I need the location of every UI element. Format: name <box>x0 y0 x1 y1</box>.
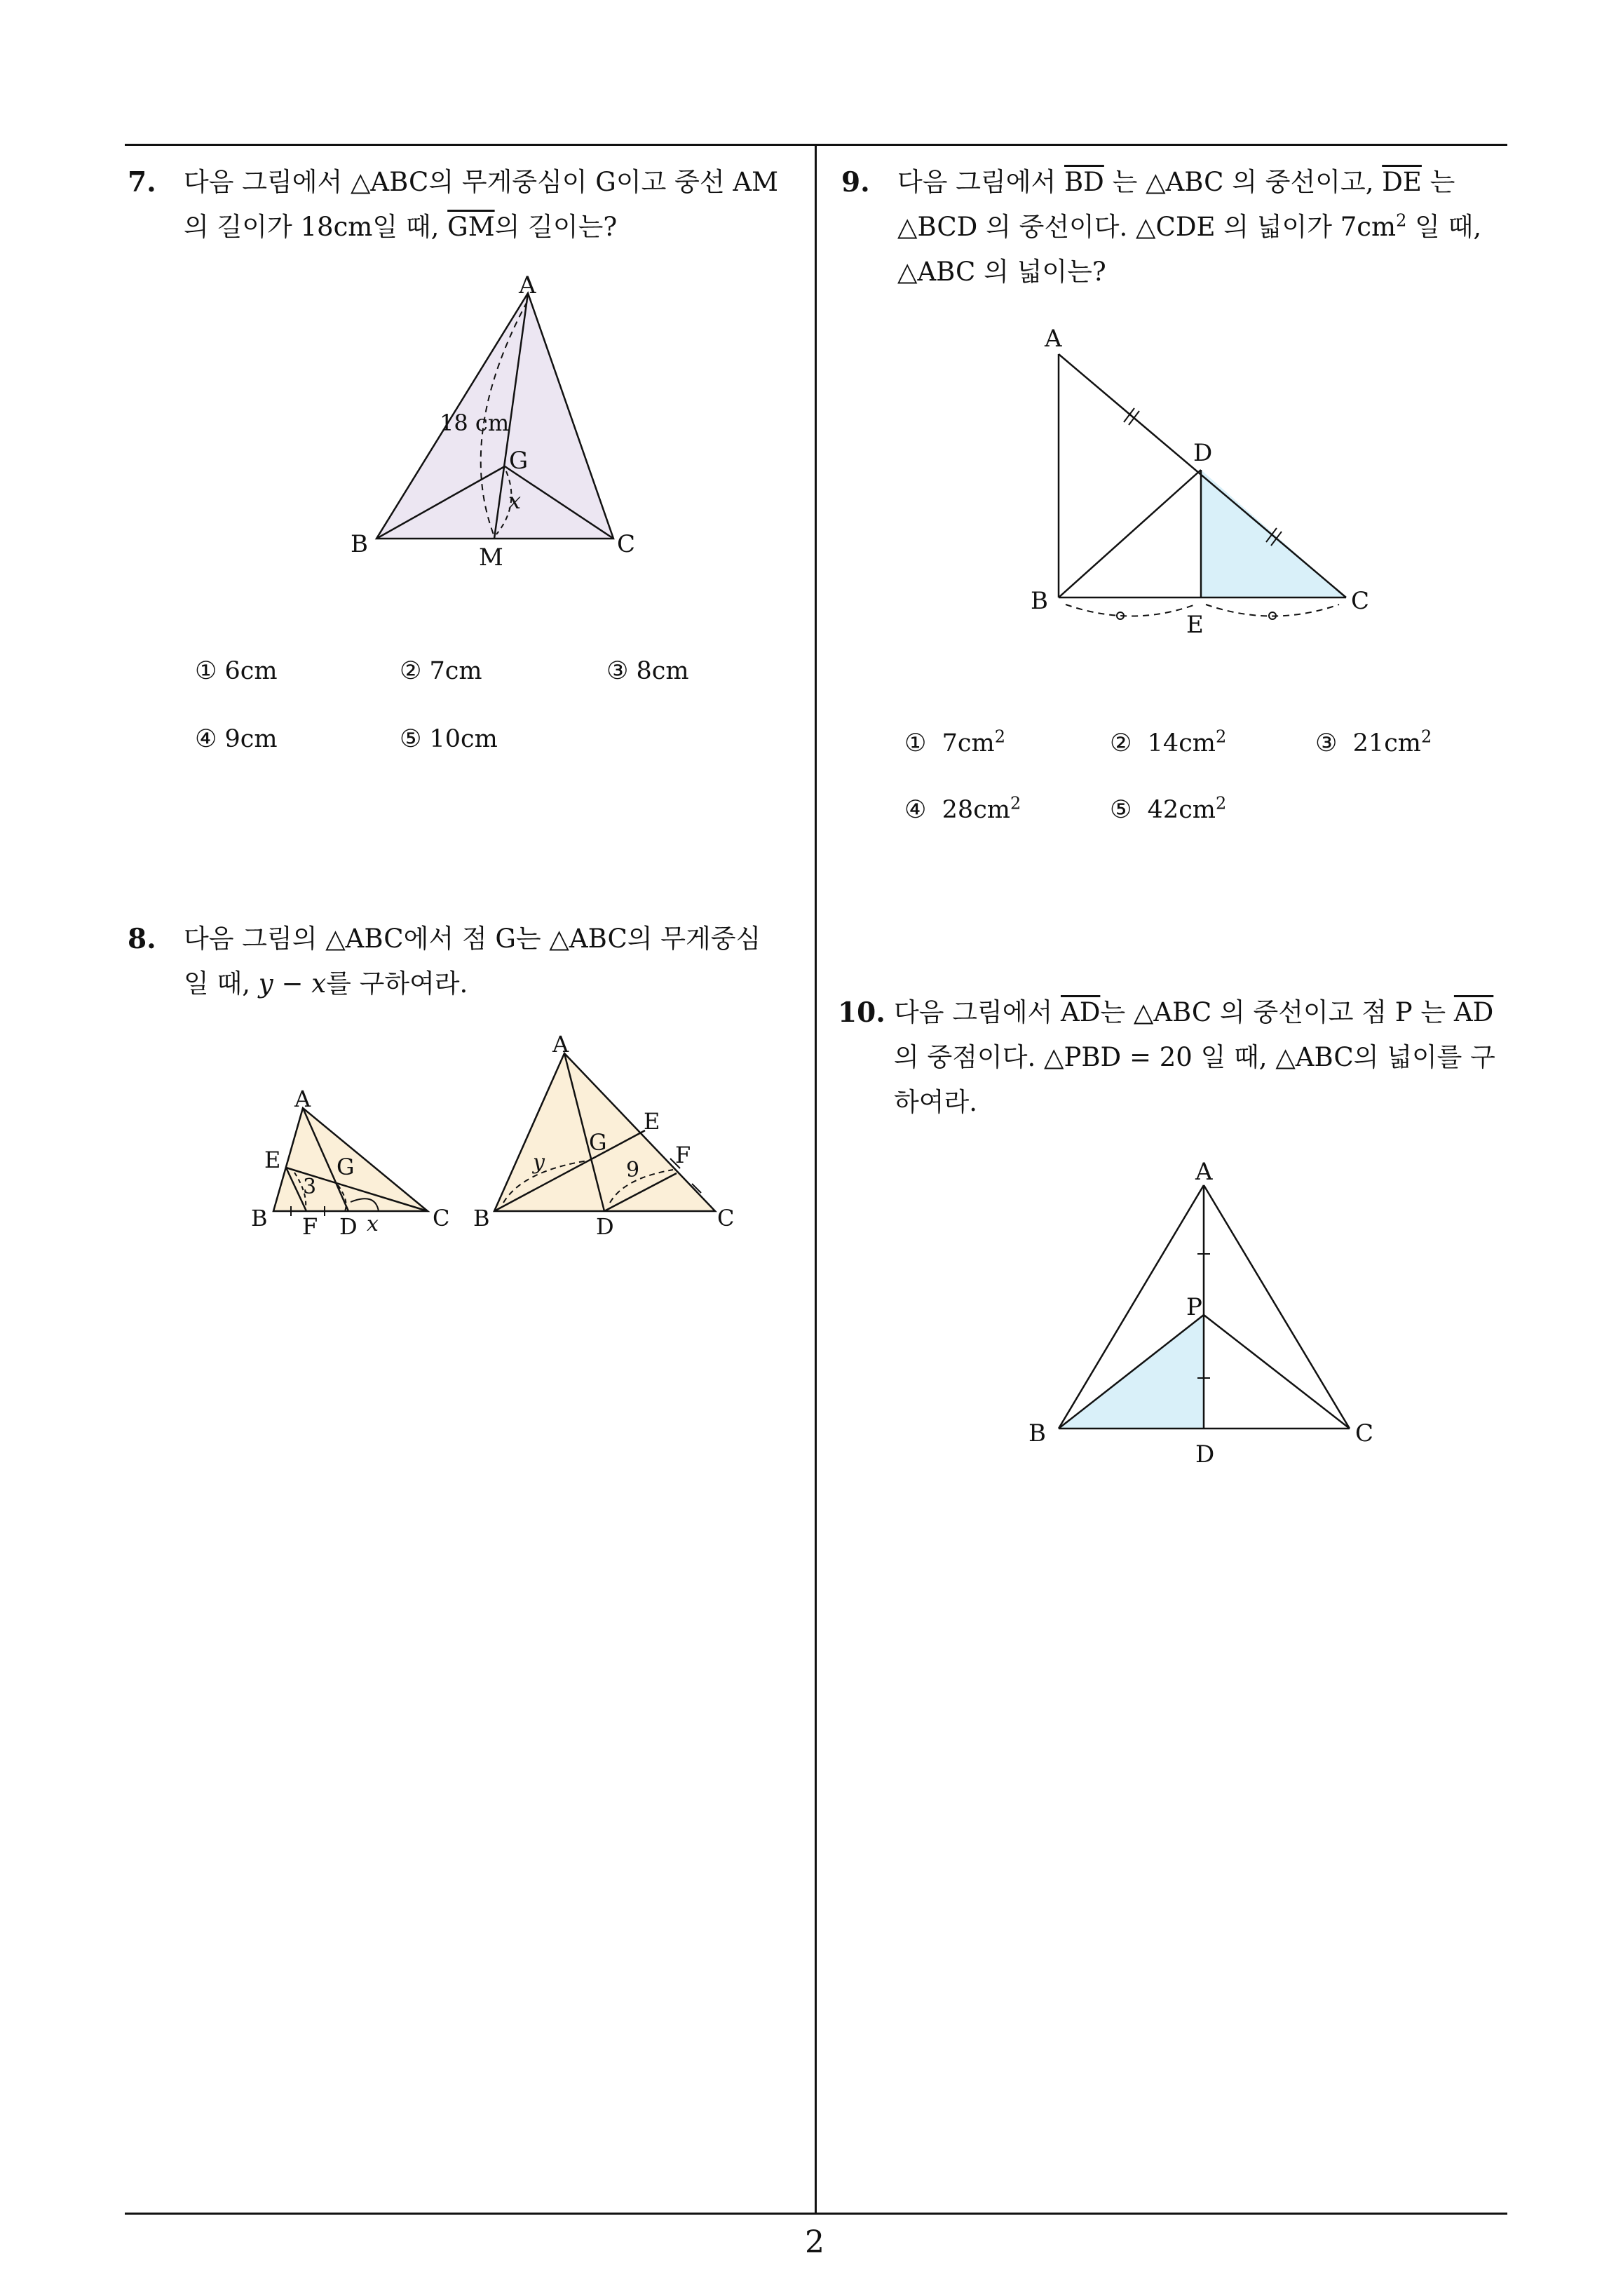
bottom-rule <box>125 2213 1507 2215</box>
question-text: 다음 그림에서 $\overline{BD}$ 는 △ABC 의 중선이고, $\overline{DE}$ 는 △BCD 의 중선이다. △CDE 의 넓이가 $7cm^2$ 일 때, △ABC 의 넓이는? <box>897 167 1482 287</box>
choice-5[interactable]: ⑤ 10cm <box>400 725 498 753</box>
q9-figure <box>1024 316 1402 645</box>
svg-text:D: D <box>339 1213 358 1240</box>
q10-figure <box>1017 1136 1395 1473</box>
svg-text:E: E <box>264 1147 281 1173</box>
q8-figure-right <box>463 1024 750 1241</box>
svg-text:x: x <box>367 1212 379 1236</box>
choice-4[interactable]: ④ $28cm^2$ <box>904 793 1021 824</box>
question-9 <box>841 160 1514 300</box>
choice-2[interactable]: ② $14cm^2$ <box>1110 727 1227 757</box>
svg-text:D: D <box>1193 439 1213 467</box>
svg-text:D: D <box>1195 1440 1215 1468</box>
svg-text:E: E <box>1186 611 1204 639</box>
question-text: 다음 그림의 △ABC에서 점 G는 △ABC의 무게중심 일 때, y − x를 구하여라. <box>184 924 761 999</box>
label-M: M <box>479 543 503 572</box>
svg-text:9: 9 <box>626 1158 640 1182</box>
question-8 <box>128 917 801 1008</box>
label-B: B <box>351 530 368 558</box>
svg-text:B: B <box>473 1205 490 1231</box>
column-divider <box>815 144 817 2214</box>
choice-1[interactable]: ① 6cm <box>195 657 278 685</box>
svg-text:C: C <box>1351 587 1370 615</box>
question-number: 10. <box>838 997 885 1029</box>
question-text: 다음 그림에서 △ABC의 무게중심이 G이고 중선 AM 의 길이가 18cm일 때, $\overline{GM}$의 길이는? <box>184 167 778 242</box>
svg-text:B: B <box>1028 1419 1046 1447</box>
question-10 <box>838 990 1514 1130</box>
svg-text:P: P <box>1186 1293 1202 1321</box>
svg-text:B: B <box>1031 587 1048 615</box>
svg-text:C: C <box>433 1205 450 1231</box>
svg-text:A: A <box>552 1031 569 1058</box>
choice-3[interactable]: ③ $21cm^2$ <box>1315 727 1432 757</box>
q8-figure-left <box>245 1073 463 1241</box>
choice-2[interactable]: ② 7cm <box>400 657 482 685</box>
choice-5[interactable]: ⑤ $42cm^2$ <box>1110 793 1227 824</box>
svg-text:C: C <box>1355 1419 1374 1447</box>
question-number: 9. <box>841 166 870 198</box>
svg-text:C: C <box>717 1205 735 1231</box>
svg-text:F: F <box>675 1142 691 1168</box>
label-A: A <box>519 271 536 299</box>
svg-text:D: D <box>596 1213 614 1240</box>
svg-text:E: E <box>644 1108 660 1135</box>
svg-text:B: B <box>251 1205 268 1231</box>
question-number: 8. <box>128 923 156 955</box>
choice-4[interactable]: ④ 9cm <box>195 725 278 753</box>
svg-text:3: 3 <box>303 1175 317 1199</box>
svg-text:G: G <box>337 1154 355 1180</box>
choice-1[interactable]: ① $7cm^2$ <box>904 727 1005 757</box>
svg-text:A: A <box>294 1086 311 1112</box>
svg-text:G: G <box>589 1129 607 1156</box>
question-number: 7. <box>128 166 156 198</box>
label-G: G <box>509 447 529 475</box>
svg-text:A: A <box>1045 325 1062 353</box>
question-text: 다음 그림에서 $\overline{AD}$는 △ABC 의 중선이고 점 P 는 $\overline{AD}$ 의 중점이다. △PBD = 20 일 때, △ABC의 넓이를 구 하여라. <box>894 997 1495 1117</box>
label-18cm: 18 cm <box>440 410 510 436</box>
choice-3[interactable]: ③ 8cm <box>606 657 689 685</box>
q7-figure <box>337 266 673 575</box>
page-number: 2 <box>805 2224 824 2260</box>
label-x: x <box>508 487 522 514</box>
svg-text:A: A <box>1195 1158 1213 1186</box>
svg-text:y: y <box>533 1150 545 1175</box>
question-7 <box>128 160 801 244</box>
svg-text:F: F <box>302 1213 318 1240</box>
label-C: C <box>617 530 636 558</box>
